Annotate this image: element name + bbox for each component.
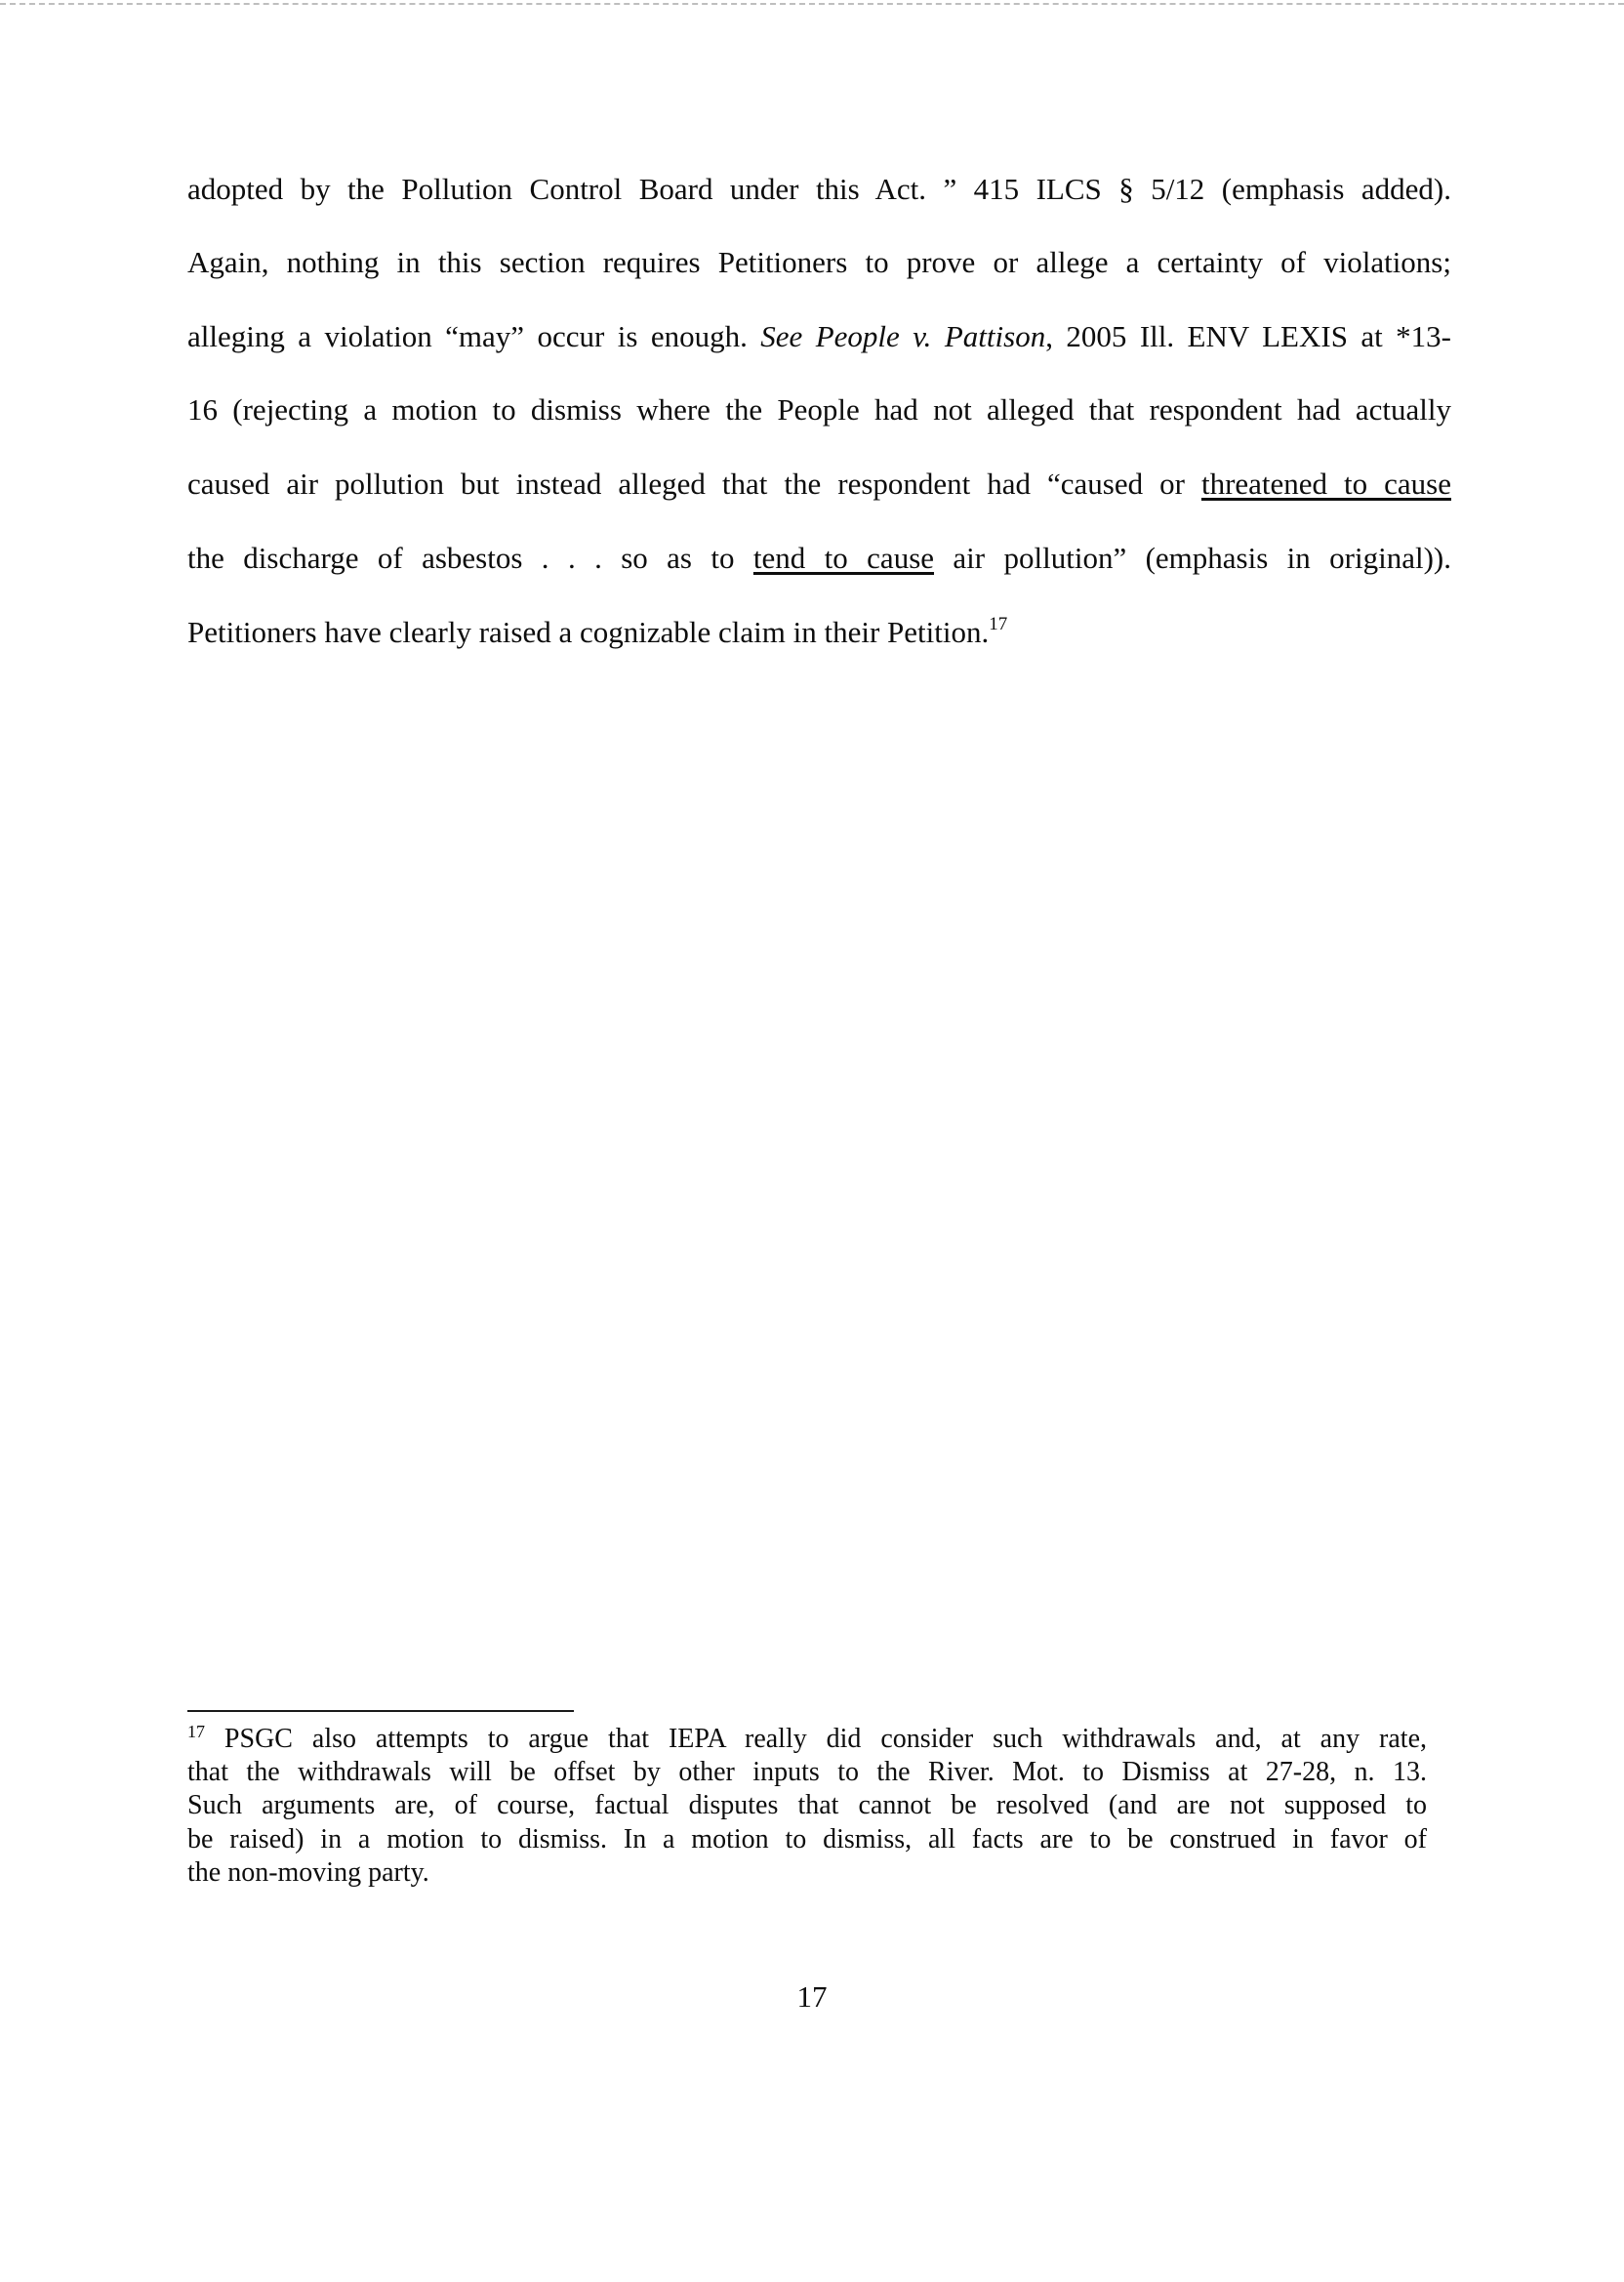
footnote-line [187,1824,1427,1855]
footnote-line-text: be raised) in a motion to dismiss. In a motion to dismiss, all facts are to be construed in favor of [187,1824,1427,1854]
page-number: 17 [796,1979,828,2014]
body-line-text: air pollution” (emphasis in original)). [934,541,1451,575]
body-line [187,167,1451,212]
underlined-emphasis: tend to cause [752,541,935,575]
footnote-line-text: PSGC also attempts to argue that IEPA really did consider such withdrawals and, at any rate, [205,1724,1427,1754]
body-line-text: Petitioners have clearly raised a cognizable claim in their Petition. [187,615,990,649]
body-line-text: alleging a violation “may” occur is enough. [187,319,761,353]
body-line-text: adopted by the Pollution Control Board under this Act. ” 415 ILCS § 5/12 (emphasis added). [187,172,1451,206]
body-line [187,536,1451,581]
body-line [187,240,1451,285]
case-citation: See People v. Pattison [760,319,1046,353]
body-line-text: Again, nothing in this section requires Petitioners to prove or allege a certainty of violations; [187,245,1451,279]
footnote-reference: 17 [989,614,1008,634]
body-line-text: the discharge of asbestos . . . so as to [187,541,753,575]
footnote-line [187,1857,1427,1889]
body-line-text: 16 (rejecting a motion to dismiss where the People had not alleged that respondent had actually [187,392,1451,427]
scan-edge [0,3,1624,5]
footnote-separator [187,1710,574,1712]
body-line [187,462,1451,507]
underlined-emphasis: threatened to cause [1200,467,1451,501]
footnote-line [187,1724,1427,1755]
body-line-text: caused air pollution but instead alleged that the respondent had “caused or [187,467,1201,501]
body-line [187,387,1451,432]
body-line [187,610,1451,655]
body-line [187,314,1451,359]
footnote-line-text: that the withdrawals will be offset by other inputs to the River. Mot. to Dismiss at 27-28, n. 13. [187,1757,1427,1787]
body-line-text: , 2005 Ill. ENV LEXIS at *13- [1045,319,1452,353]
footnote-line [187,1790,1427,1821]
footnote-line-text: the non-moving party. [187,1857,429,1888]
footnote-line-text: Such arguments are, of course, factual disputes that cannot be resolved (and are not supposed to [187,1790,1427,1820]
footnote-line [187,1757,1427,1788]
footnote-marker: 17 [187,1722,205,1741]
